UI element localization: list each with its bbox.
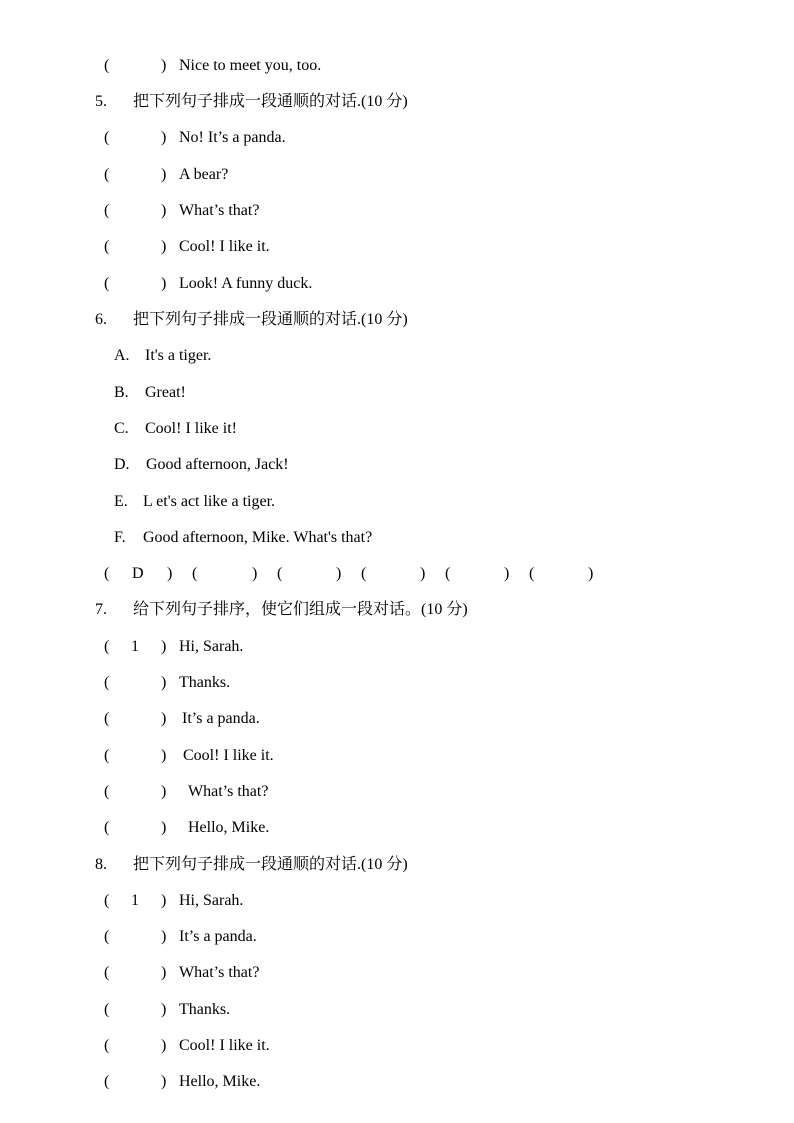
paren-open: (: [104, 928, 110, 945]
sentence-text: Hello, Mike.: [188, 819, 270, 836]
option-letter: D.: [114, 456, 130, 473]
paren-close: ): [504, 565, 510, 582]
paren-open: (: [104, 129, 110, 146]
sentence-text: Look! A funny duck.: [179, 275, 313, 292]
paren-open: (: [277, 565, 283, 582]
paren-open: (: [104, 819, 110, 836]
option-letter: A.: [114, 347, 130, 364]
sentence-text: Cool! I like it.: [183, 747, 274, 764]
sentence-text: It’s a panda.: [179, 928, 257, 945]
sentence-text: Hi, Sarah.: [179, 638, 244, 655]
paren-open: (: [104, 565, 110, 582]
paren-close: ): [161, 202, 167, 219]
sentence-text: Cool! I like it.: [179, 238, 270, 255]
option-letter: B.: [114, 384, 129, 401]
sentence-text: No! It’s a panda.: [179, 129, 286, 146]
paren-close: ): [161, 928, 167, 945]
paren-open: (: [104, 892, 110, 909]
paren-close: ): [161, 747, 167, 764]
question-prompt: 把下列句子排成一段通顺的对话.(10 分): [133, 856, 408, 873]
question-number: 5.: [95, 93, 107, 110]
answer-blank[interactable]: D: [132, 565, 144, 582]
paren-close: ): [161, 710, 167, 727]
paren-open: (: [104, 1073, 110, 1090]
paren-close: ): [252, 565, 258, 582]
option-letter: F.: [114, 529, 126, 546]
paren-open: (: [104, 747, 110, 764]
paren-close: ): [161, 783, 167, 800]
paren-open: (: [104, 638, 110, 655]
paren-open: (: [445, 565, 451, 582]
paren-close: ): [588, 565, 594, 582]
paren-close: ): [161, 1001, 167, 1018]
paren-open: (: [104, 964, 110, 981]
paren-close: ): [161, 674, 167, 691]
sentence-text: Hello, Mike.: [179, 1073, 261, 1090]
option-text: L et's act like a tiger.: [143, 493, 276, 510]
paren-open: (: [104, 57, 110, 74]
sentence-text: What’s that?: [179, 202, 260, 219]
option-text: Good afternoon, Mike. What's that?: [143, 529, 373, 546]
paren-open: (: [192, 565, 198, 582]
paren-close: ): [161, 1073, 167, 1090]
option-text: Good afternoon, Jack!: [146, 456, 289, 473]
question-number: 6.: [95, 311, 107, 328]
paren-close: ): [161, 638, 167, 655]
paren-close: ): [167, 565, 173, 582]
sentence-text: It’s a panda.: [182, 710, 260, 727]
sentence-text: Cool! I like it.: [179, 1037, 270, 1054]
paren-open: (: [104, 783, 110, 800]
paren-close: ): [161, 964, 167, 981]
option-letter: E.: [114, 493, 128, 510]
paren-close: ): [161, 57, 167, 74]
option-text: Great!: [145, 384, 186, 401]
paren-close: ): [161, 129, 167, 146]
paren-open: (: [104, 710, 110, 727]
answer-blank[interactable]: 1: [131, 638, 139, 655]
sentence-text: What’s that?: [179, 964, 260, 981]
sentence-text: Thanks.: [179, 1001, 231, 1018]
paren-close: ): [161, 238, 167, 255]
paren-open: (: [104, 166, 110, 183]
paren-open: (: [104, 1001, 110, 1018]
paren-open: (: [529, 565, 535, 582]
paren-open: (: [104, 674, 110, 691]
option-letter: C.: [114, 420, 129, 437]
sentence-text: What’s that?: [188, 783, 269, 800]
paren-close: ): [161, 166, 167, 183]
paren-open: (: [361, 565, 367, 582]
question-prompt: 把下列句子排成一段通顺的对话.(10 分): [133, 311, 408, 328]
question-prompt: 给下列句子排序，使它们组成一段对话。(10 分): [133, 601, 468, 618]
question-number: 8.: [95, 856, 107, 873]
question-prompt: 把下列句子排成一段通顺的对话.(10 分): [133, 93, 408, 110]
paren-close: ): [161, 275, 167, 292]
option-text: It's a tiger.: [145, 347, 212, 364]
option-text: Cool! I like it!: [145, 420, 237, 437]
paren-open: (: [104, 202, 110, 219]
question-number: 7.: [95, 601, 107, 618]
paren-open: (: [104, 1037, 110, 1054]
paren-close: ): [420, 565, 426, 582]
paren-close: ): [161, 892, 167, 909]
paren-close: ): [161, 819, 167, 836]
sentence-text: Thanks.: [179, 674, 231, 691]
sentence-text: Nice to meet you, too.: [179, 57, 322, 74]
answer-blank[interactable]: 1: [131, 892, 139, 909]
paren-close: ): [161, 1037, 167, 1054]
paren-open: (: [104, 275, 110, 292]
sentence-text: Hi, Sarah.: [179, 892, 244, 909]
paren-open: (: [104, 238, 110, 255]
sentence-text: A bear?: [179, 166, 229, 183]
paren-close: ): [336, 565, 342, 582]
